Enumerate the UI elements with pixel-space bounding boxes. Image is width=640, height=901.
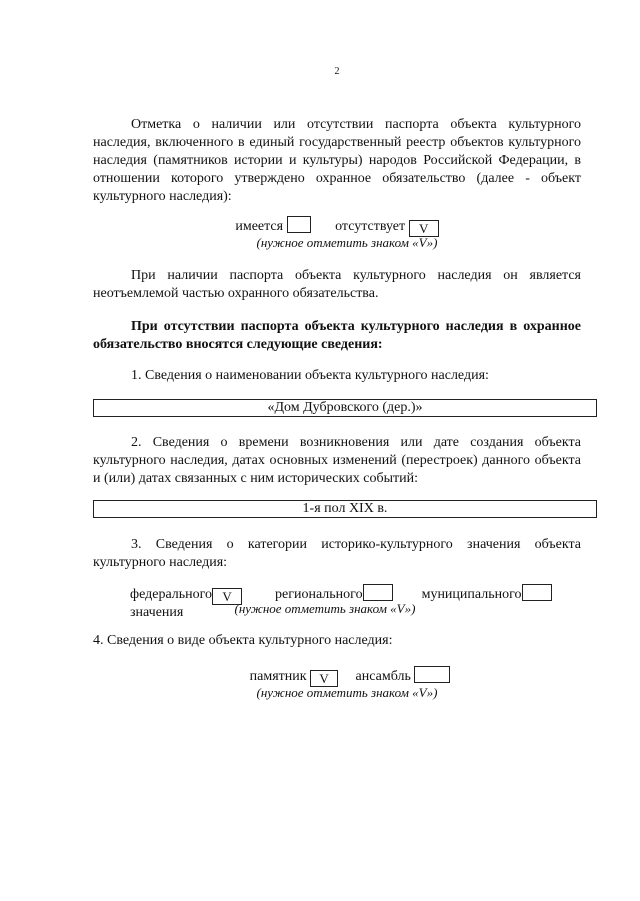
regional-label: регионального: [275, 587, 363, 602]
federal-checkbox[interactable]: V: [212, 588, 242, 605]
section4-label: 4. Сведения о виде объекта культурного наследия:: [93, 633, 393, 648]
creation-date-field: 1-я пол XIX в.: [93, 500, 597, 518]
passport-present-label: имеется: [235, 219, 284, 234]
regional-checkbox[interactable]: [363, 584, 393, 601]
page-number: 2: [334, 66, 340, 77]
ensemble-checkbox[interactable]: [414, 666, 450, 683]
passport-absent-checkbox[interactable]: V: [409, 220, 439, 237]
section3-label: 3. Сведения о категории историко-культурного значения объекта культурного наследия:: [93, 537, 581, 570]
passport-hint: (нужное отметить знаком «V»): [256, 235, 438, 250]
intro-paragraph: Отметка о наличии или отсутствии паспорта объекта культурного наследия, включенного в единый государственный реестр объектов культурного наследия (памятников истории и культуры) народов Российской Федерации, в отношении которого утверждено охранное обязательство (далее - объект культурного наследия):: [93, 117, 581, 204]
category-hint: (нужное отметить знаком «V»): [234, 601, 416, 616]
monument-label: памятник: [249, 669, 307, 684]
object-name-field: «Дом Дубровского (дер.)»: [93, 399, 597, 417]
section1-label: 1. Сведения о наименовании объекта культурного наследия:: [131, 368, 489, 383]
municipal-label: муниципального: [421, 587, 522, 602]
type-hint: (нужное отметить знаком «V»): [256, 685, 438, 700]
ensemble-label: ансамбль: [355, 669, 411, 684]
section2-label: 2. Сведения о времени возникновения или дате создания объекта культурного наследия, датах основных изменений (перестроек) данного объекта и (или) датах связанных с ним исторических событий:: [93, 435, 581, 486]
federal-label: федерального: [130, 587, 213, 602]
passport-absent-label: отсутствует: [335, 219, 406, 234]
passport-note: При наличии паспорта объекта культурного наследия он является неотъемлемой частью охранного обязательства.: [93, 268, 581, 301]
bold-note: При отсутствии паспорта объекта культурного наследия в охранное обязательство вносятся следующие сведения:: [93, 319, 581, 352]
significance-suffix: значения: [130, 605, 184, 620]
monument-checkbox[interactable]: V: [310, 670, 338, 687]
passport-present-checkbox[interactable]: [287, 216, 311, 233]
passport-checkbox-row: [0, 216, 640, 237]
municipal-checkbox[interactable]: [522, 584, 552, 601]
type-checkbox-row: [0, 666, 640, 687]
